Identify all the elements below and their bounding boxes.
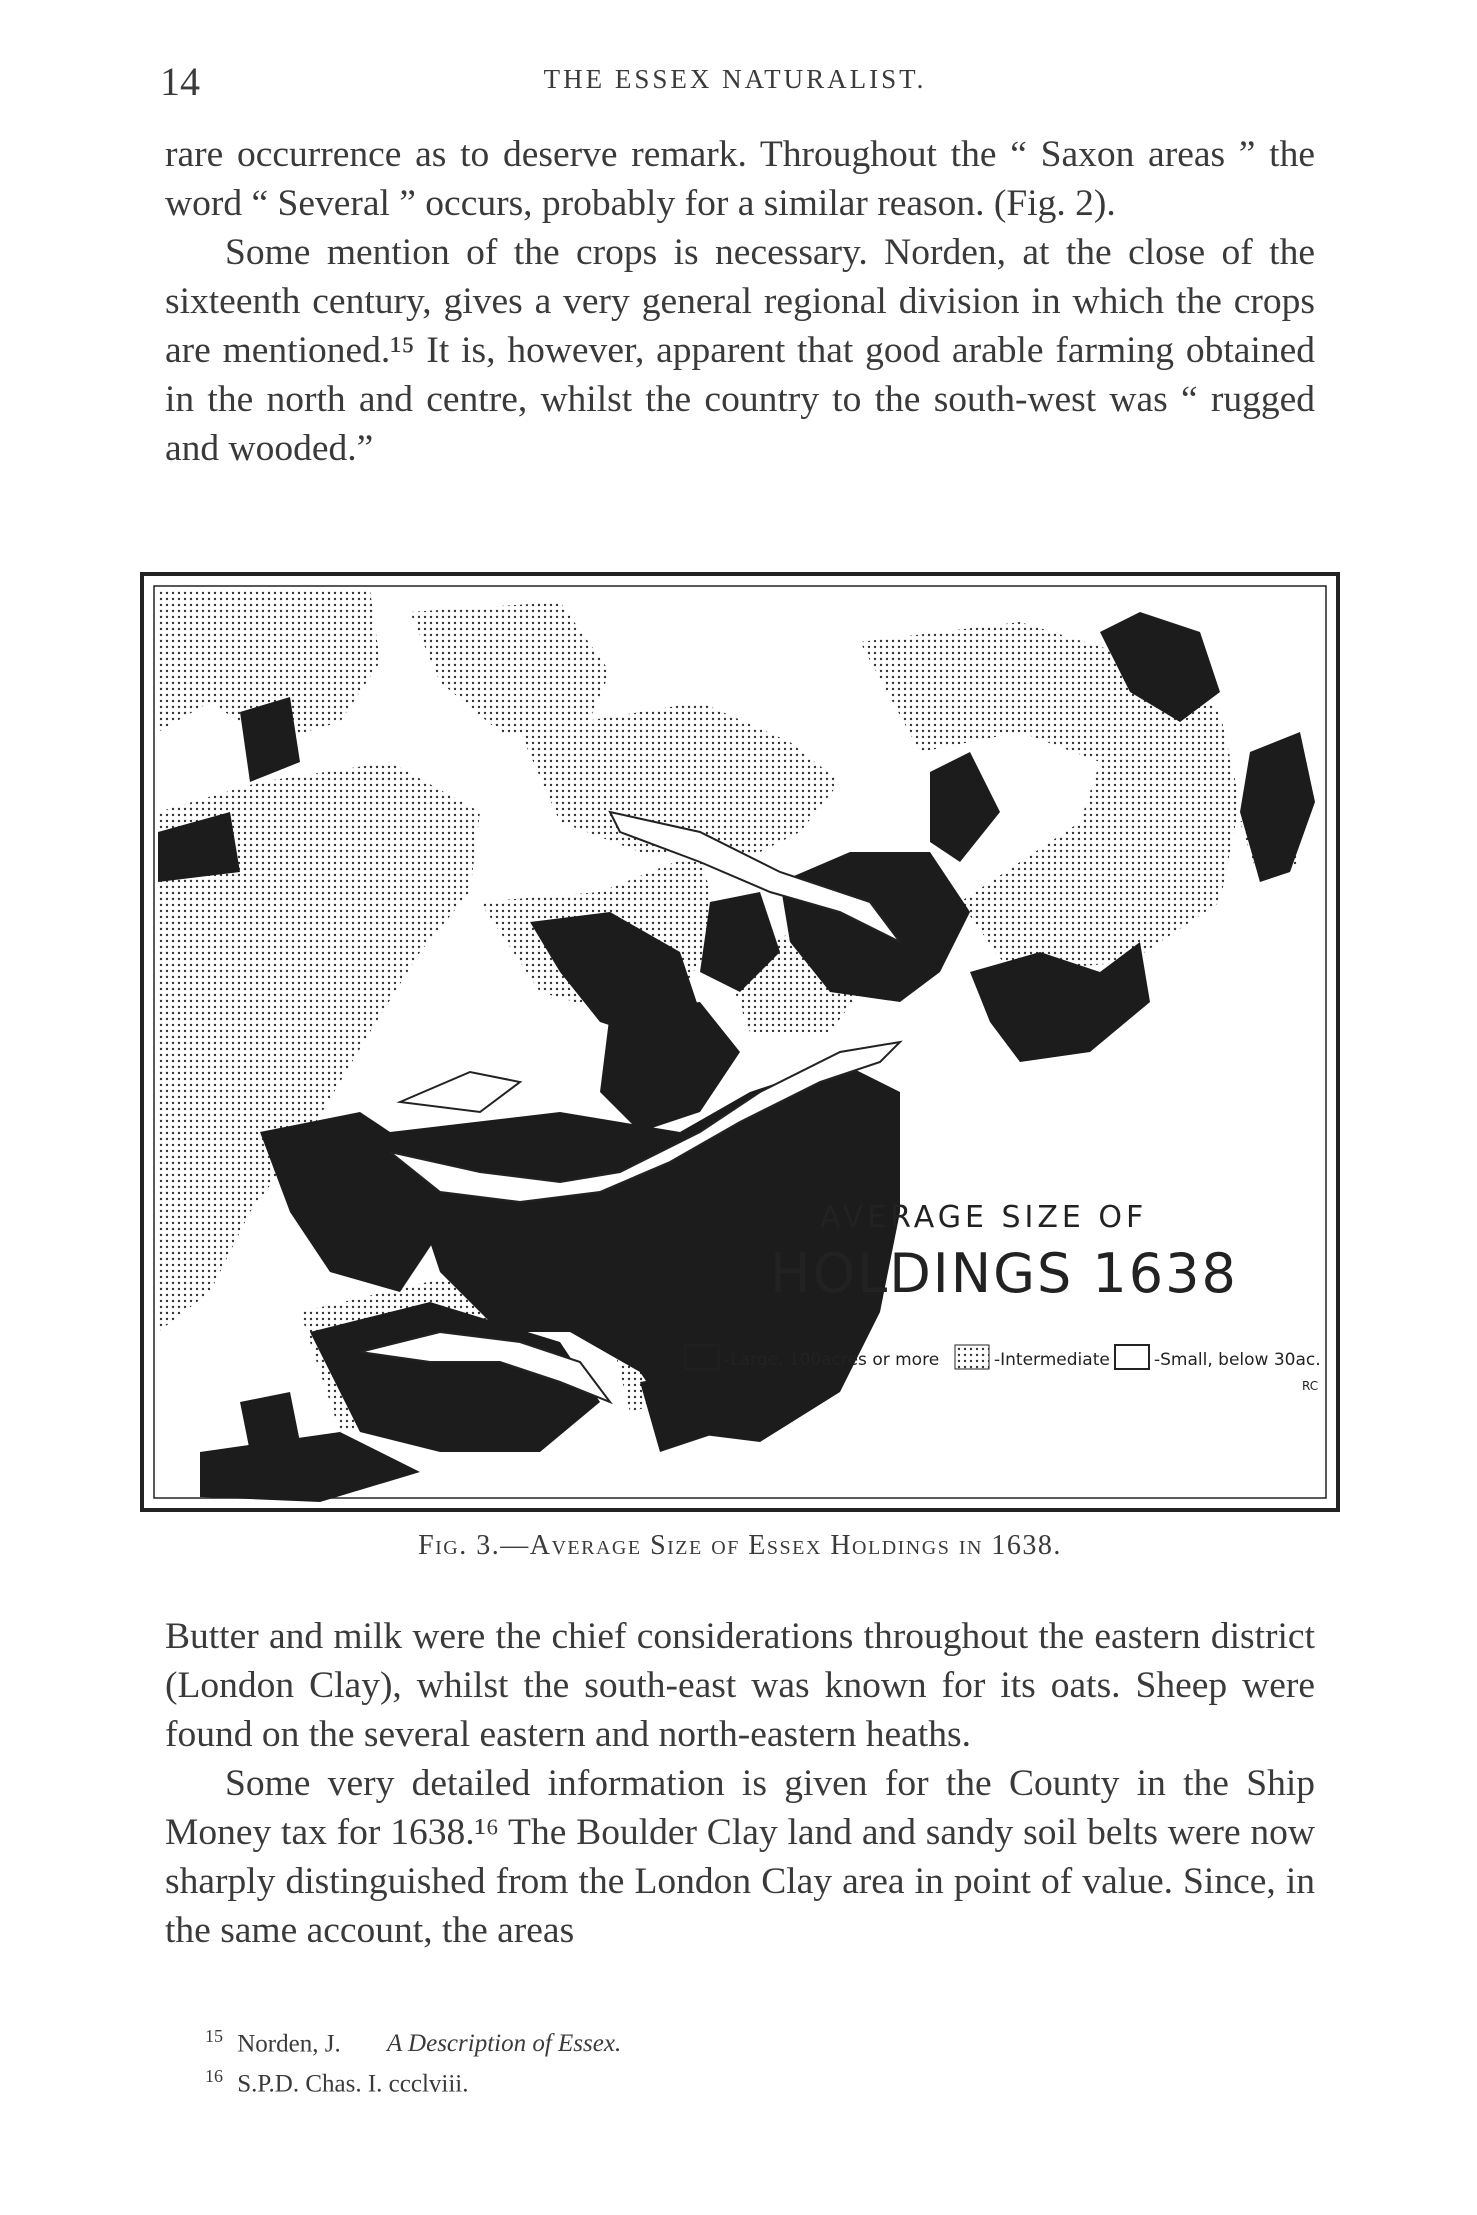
map-title-line2: HOLDINGS 1638	[770, 1242, 1238, 1305]
legend-swatch-small	[1115, 1345, 1149, 1369]
bottom-text-block	[165, 1612, 1315, 1955]
paragraph: rare occurrence as to deserve remark. Throughout the “ Saxon areas ” the word “ Several ” occurs, probably for a similar reason. (Fig. 2).	[165, 134, 1315, 224]
footnote-text: Norden, J.	[237, 2030, 341, 2058]
page-number: 14	[160, 59, 200, 104]
footnote-15	[205, 2020, 621, 2060]
legend-label-small: -Small, below 30ac.	[1154, 1350, 1321, 1370]
map-initials: RC	[1302, 1379, 1319, 1393]
paragraph: Butter and milk were the chief considerations throughout the eastern district (London Clay), whilst the south-east was known for its oats. Sheep were found on the several eastern and north-eastern heaths.	[165, 1616, 1315, 1755]
legend-label-large: -Large, 100acres or more	[724, 1350, 940, 1370]
page-header	[160, 58, 1310, 108]
holdings-map	[140, 572, 1340, 1512]
footnote-number: 16	[205, 2066, 223, 2087]
footnote-title: A Description of Essex.	[386, 2030, 622, 2058]
footnotes	[205, 2020, 621, 2101]
footnote-text: S.P.D. Chas. I. ccclviii.	[237, 2070, 469, 2098]
running-head: THE ESSEX NATURALIST.	[543, 64, 927, 94]
top-text-block	[165, 130, 1315, 473]
paragraph: Some mention of the crops is necessary. Norden, at the close of the sixteenth century, gives a very general regional division in which the crops are mentioned.¹⁵ It is, however, apparent that good arable farming obtained in the north and centre, whilst the country to the south-west was “ rugged and wooded.”	[165, 232, 1315, 469]
footnote-number: 15	[205, 2026, 223, 2046]
figure-caption: Fig. 3.—Average Size of Essex Holdings in 1638.	[418, 1530, 1062, 1561]
holdings-map-figure	[140, 572, 1340, 1512]
legend-label-intermediate: -Intermediate	[994, 1350, 1110, 1370]
paragraph: Some very detailed information is given for the County in the Ship Money tax for 1638.¹⁶ The Boulder Clay land and sandy soil belts were now sharply distinguished from the London Clay area in point of value. Since, in the same account, the areas	[165, 1763, 1315, 1951]
footnote-16	[205, 2060, 621, 2100]
legend-swatch-intermediate	[955, 1345, 989, 1369]
map-title-line1: AVERAGE SIZE OF	[820, 1200, 1148, 1235]
legend-swatch-large	[685, 1345, 719, 1369]
